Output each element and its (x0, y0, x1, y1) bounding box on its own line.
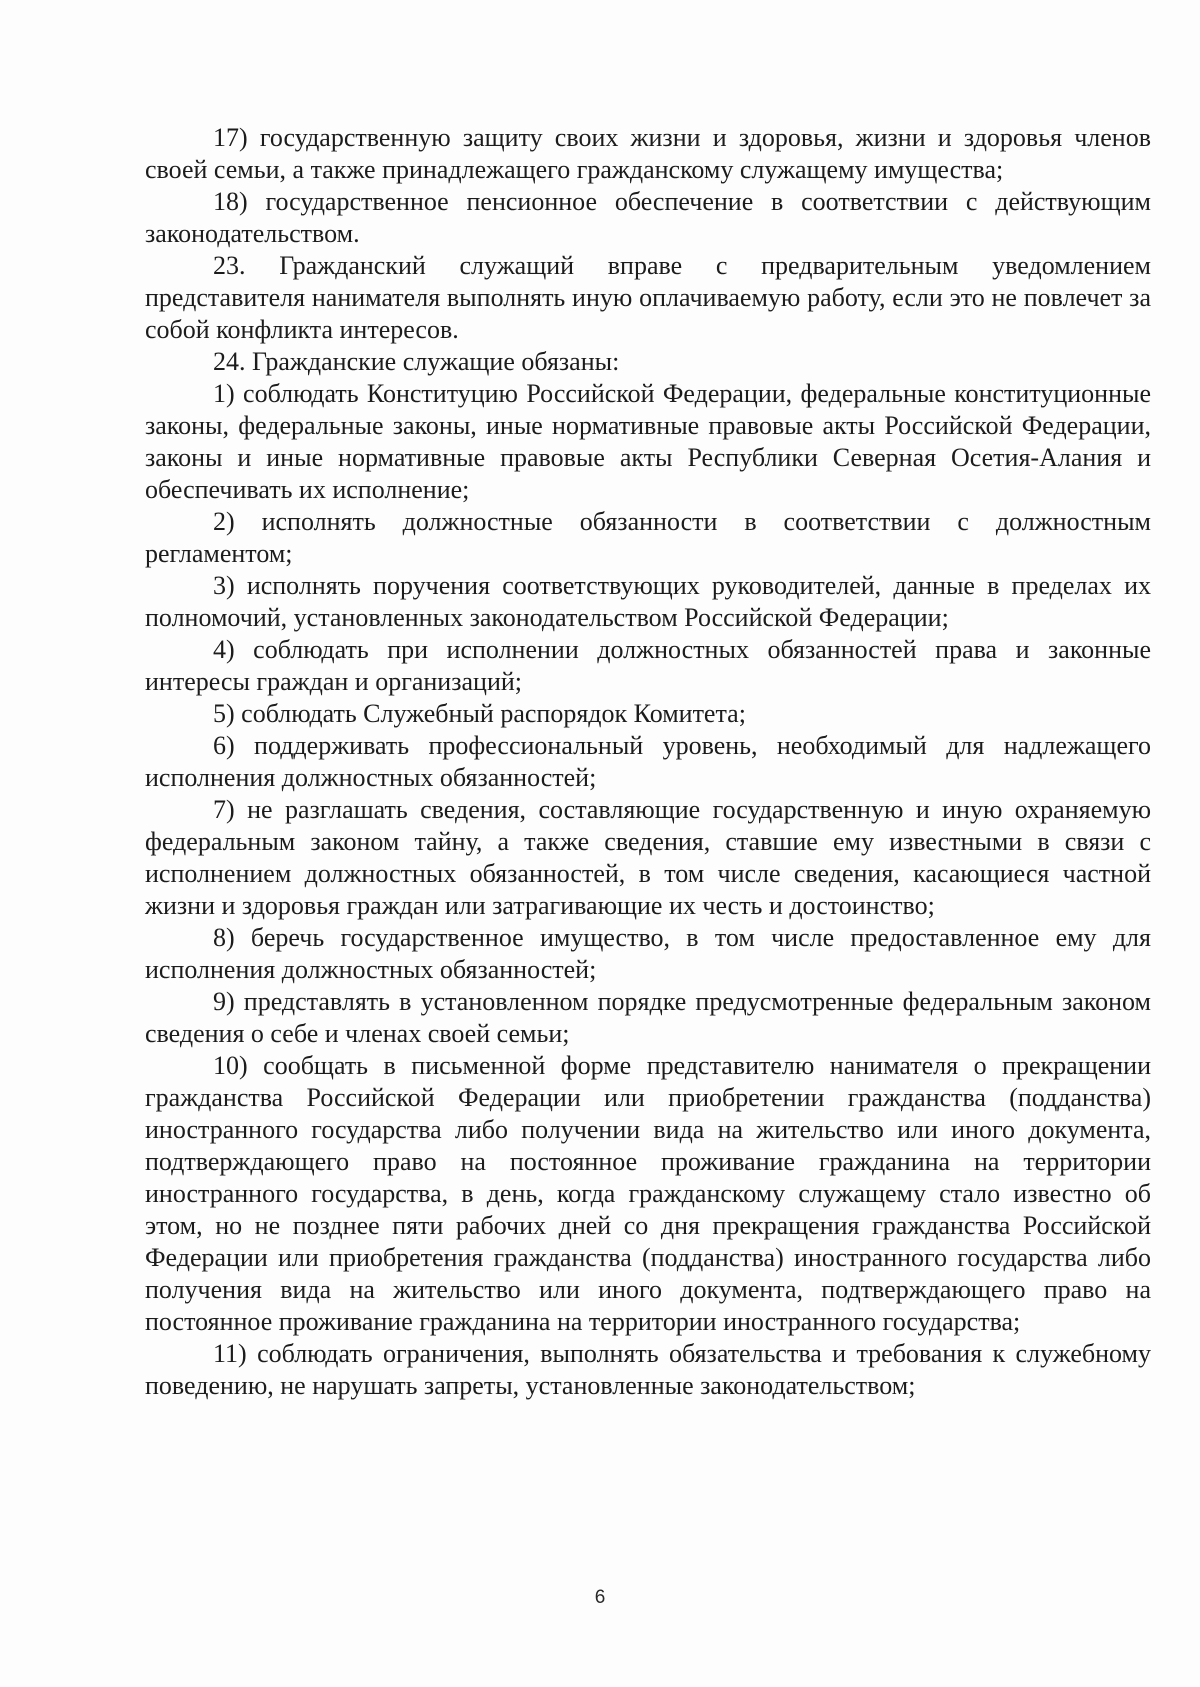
duty-item-5: 5) соблюдать Служебный распорядок Комитета; (213, 699, 746, 728)
document-body (145, 122, 1151, 1402)
duty-item-6: 6) поддерживать профессиональный уровень, необходимый для надлежащего исполнения должностных обязанностей; (145, 731, 1151, 792)
paragraph-item-17: 17) государственную защиту своих жизни и здоровья, жизни и здоровья членов своей семьи, а также принадлежащего гражданскому служащему имущества; (145, 123, 1151, 184)
duty-item-7: 7) не разглашать сведения, составляющие государственную и иную охраняемую федеральным законом тайну, а также сведения, ставшие ему известными в связи с исполнением должностных обязанностей, в том числе сведения, касающиеся частной жизни и здоровья граждан или затрагивающие их честь и достоинство; (145, 795, 1151, 920)
duty-item-8: 8) беречь государственное имущество, в том числе предоставленное ему для исполнения должностных обязанностей; (145, 923, 1151, 984)
duty-item-11: 11) соблюдать ограничения, выполнять обязательства и требования к служебному поведению, не нарушать запреты, установленные законодательством; (145, 1339, 1151, 1400)
duty-item-4: 4) соблюдать при исполнении должностных обязанностей права и законные интересы граждан и организаций; (145, 635, 1151, 696)
duty-item-9: 9) представлять в установленном порядке предусмотренные федеральным законом сведения о себе и членах своей семьи; (145, 987, 1151, 1048)
duty-item-2: 2) исполнять должностные обязанности в соответствии с должностным регламентом; (145, 507, 1151, 568)
duty-item-1: 1) соблюдать Конституцию Российской Федерации, федеральные конституционные законы, федеральные законы, иные нормативные правовые акты Российской Федерации, законы и иные нормативные правовые акты Республики Северная Осетия-Алания и обеспечивать их исполнение; (145, 379, 1151, 504)
paragraph-section-24: 24. Гражданские служащие обязаны: (213, 347, 620, 376)
duty-item-3: 3) исполнять поручения соответствующих руководителей, данные в пределах их полномочий, установленных законодательством Российской Федерации; (145, 571, 1151, 632)
duty-item-10: 10) сообщать в письменной форме представителю нанимателя о прекращении гражданства Российской Федерации или приобретении гражданства (подданства) иностранного государства либо получении вида на жительство или иного документа, подтверждающего право на постоянное проживание гражданина на территории иностранного государства, в день, когда гражданскому служащему стало известно об этом, но не позднее пяти рабочих дней со дня прекращения гражданства Российской Федерации или приобретения гражданства (подданства) иностранного государства либо получения вида на жительство или иного документа, подтверждающего право на постоянное проживание гражданина на территории иностранного государства; (145, 1051, 1151, 1336)
paragraph-item-18: 18) государственное пенсионное обеспечение в соответствии с действующим законодательством. (145, 187, 1151, 248)
paragraph-section-23: 23. Гражданский служащий вправе с предварительным уведомлением представителя нанимателя выполнять иную оплачиваемую работу, если это не повлечет за собой конфликта интересов. (145, 251, 1151, 344)
page-number: 6 (594, 1587, 606, 1608)
